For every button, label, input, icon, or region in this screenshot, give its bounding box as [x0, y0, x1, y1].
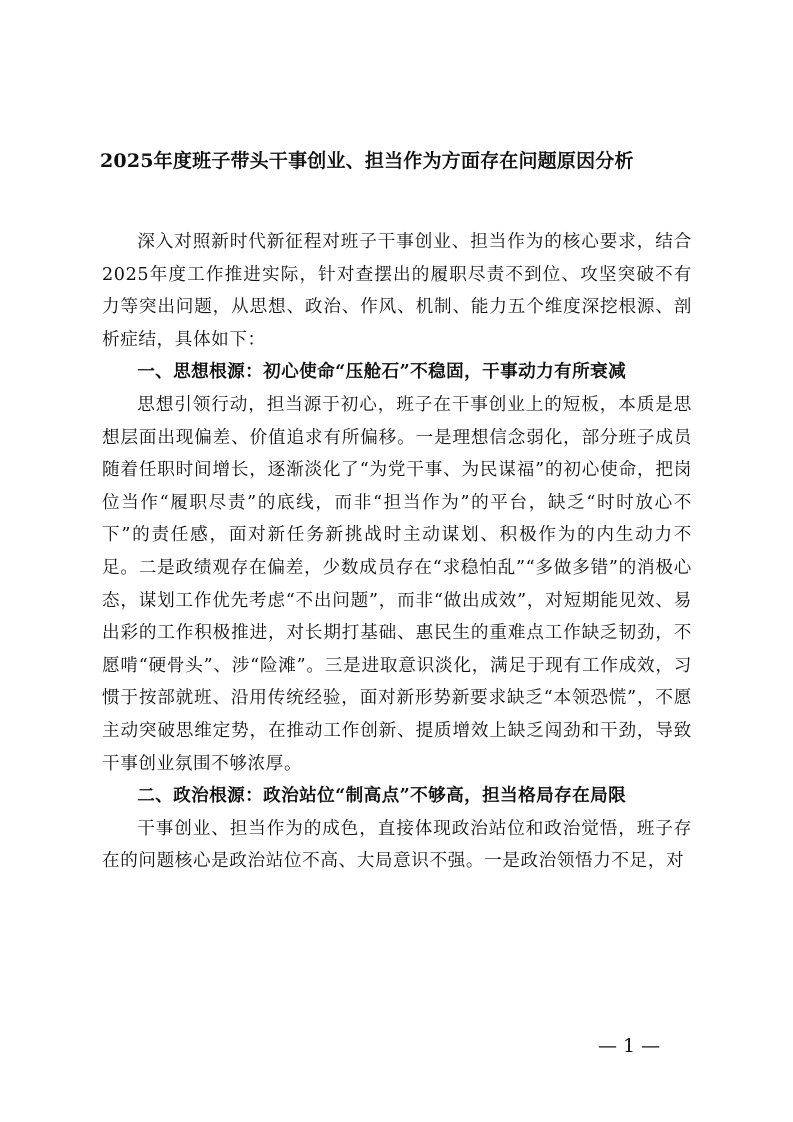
section-paragraph-2: 干事创业、担当作为的成色，直接体现政治站位和政治觉悟，班子存在的问题核心是政治站位不高、大局意识不强。一是政治领悟力不足，对	[102, 818, 692, 872]
section-heading-1: 一、思想根源：初心使命“压舱石”不稳固，干事动力有所衰减	[137, 361, 627, 383]
document-title: 2025年度班子带头干事创业、担当作为方面存在问题原因分析	[100, 150, 634, 172]
intro-paragraph: 深入对照新时代新征程对班子干事创业、担当作为的核心要求，结合2025年度工作推进实际，针对查摆出的履职尽责不到位、攻坚突破不有力等突出问题，从思想、政治、作风、机制、能力五个维度深挖根源、剖析症结，具体如下：	[102, 232, 692, 350]
document-body	[102, 226, 692, 878]
section-heading-2: 二、政治根源：政治站位“制高点”不够高，担当格局存在局限	[137, 785, 627, 807]
section-paragraph-1: 思想引领行动，担当源于初心，班子在干事创业上的短板，本质是思想层面出现偏差、价值追求有所偏移。一是理想信念弱化，部分班子成员随着任职时间增长，逐渐淡化了“为党干事、为民谋福”的初心使命，把岗位当作“履职尽责”的底线，而非“担当作为”的平台，缺乏“时时放心不下”的责任感，面对新任务新挑战时主动谋划、积极作为的内生动力不足。二是政绩观存在偏差，少数成员存在“求稳怕乱”“多做多错”的消极心态，谋划工作优先考虑“不出问题”，而非“做出成效”，对短期能见效、易出彩的工作积极推进，对长期打基础、惠民生的重难点工作缺乏韧劲，不愿啃“硬骨头”、涉“险滩”。三是进取意识淡化，满足于现有工作成效，习惯于按部就班、沿用传统经验，面对新形势新要求缺乏“本领恐慌”，不愿主动突破思维定势，在推动工作创新、提质增效上缺乏闯劲和干劲，导致干事创业氛围不够浓厚。	[102, 394, 692, 774]
page-number: — 1 —	[598, 1035, 661, 1057]
